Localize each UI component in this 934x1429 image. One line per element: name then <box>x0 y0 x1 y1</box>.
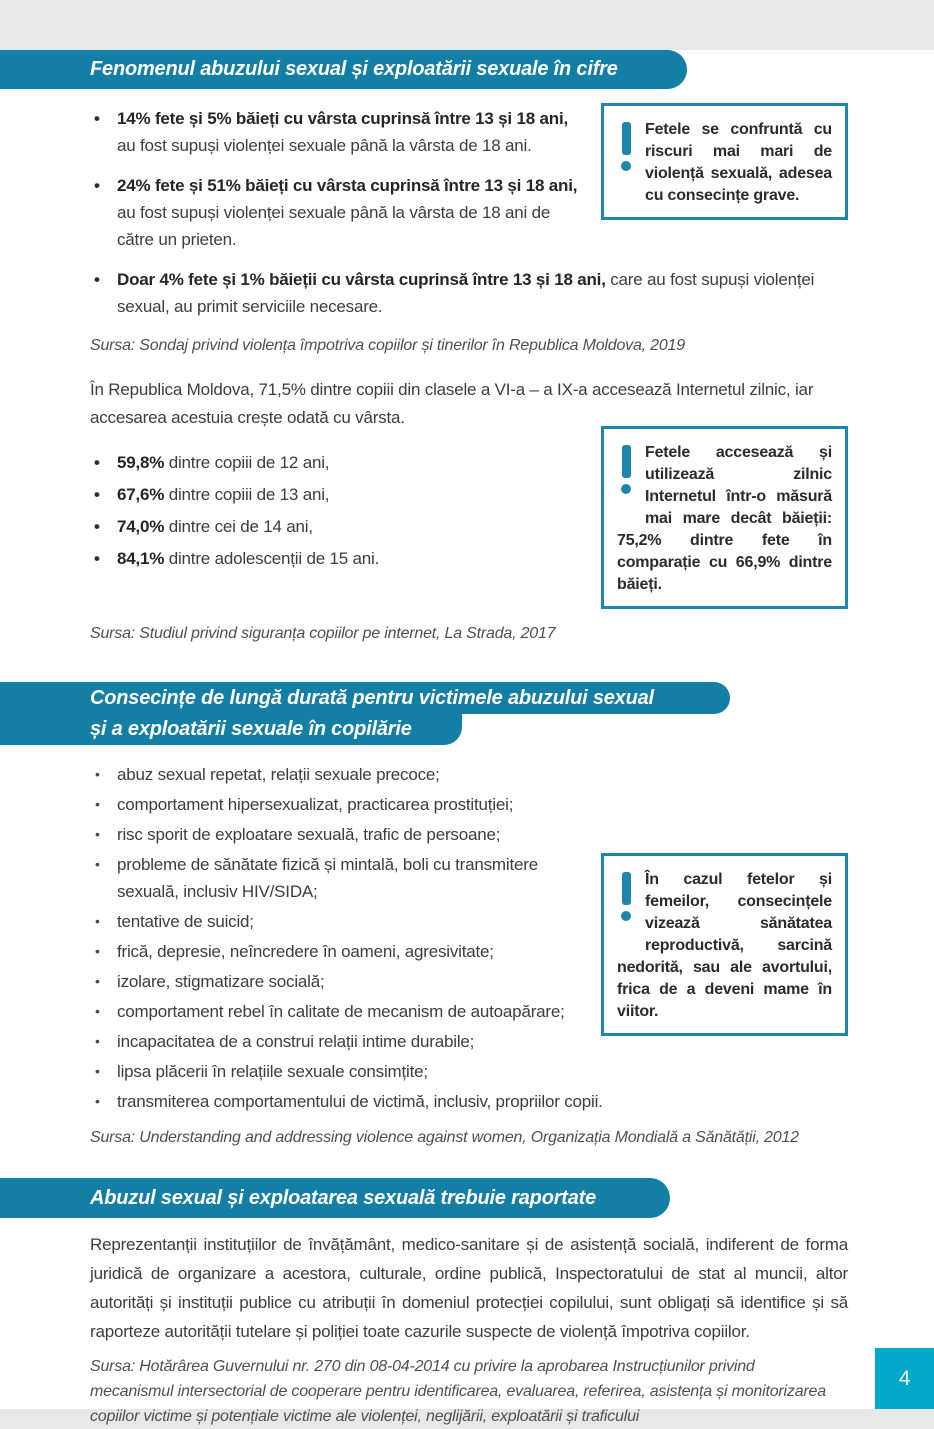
list-item: • tentative de suicid; <box>90 908 848 935</box>
content-column <box>0 89 934 646</box>
list-item: • 59,8% dintre copiii de 12 ani, <box>90 448 848 477</box>
list-item: • 74,0% dintre cei de 14 ani, <box>90 512 848 541</box>
page-number: 4 <box>898 1366 911 1390</box>
section-title-line2: și a exploatării sexuale în copilărie <box>90 718 412 740</box>
section-title-line1: Consecințe de lungă durată pentru victimele abuzului sexual <box>90 686 654 709</box>
list-item: • 24% fete și 51% băieți cu vârsta cuprinsă între 13 și 18 ani, au fost supuși violenței sexuale până la vârsta de 18 ani de către un prieten. <box>90 172 848 253</box>
list-item: • izolare, stigmatizare socială; <box>90 968 848 995</box>
body-paragraph: Reprezentanții instituțiilor de învățământ, medico-sanitare și de asistență socială, indiferent de forma juridică de organizare a acestora, culturale, ordine publică, Inspectoratului de stat al muncii, altor autorități și instituții publice cu atribuții în domeniul protecției copilului, sunt obligați să identifice și să raporteze autorității tutelare și poliției toate cazurile suspecte de violență împotriva copiilor. <box>90 1235 848 1341</box>
list-item: • abuz sexual repetat, relații sexuale precoce; <box>90 761 848 788</box>
section-header-consecinte <box>0 682 934 745</box>
source-line-2: Sursa: Studiul privind siguranța copiilor pe internet, La Strada, 2017 <box>90 625 556 642</box>
source-line-4: Sursa: Hotărârea Guvernului nr. 270 din 08-04-2014 cu privire la aprobarea Instrucțiunilor privind mecanismul intersectorial de cooperare pentru identificarea, evaluarea, referirea, asistența și monitorizarea copiilor victime și potențiale victime ale violenței, neglijării, exploatării și traficului <box>90 1358 826 1425</box>
section-title: Abuzul sexual și exploatarea sexuală trebuie raportate <box>90 1186 597 1209</box>
list-item: • lipsa plăcerii în relațiile sexuale consimțite; <box>90 1058 848 1085</box>
callout-text: Fetele accesează și utilizează zilnic Internetul într-o măsură mai mare decât băieții: 75,2% dintre fete în comparație cu 66,9% dintre băieți. <box>617 444 832 593</box>
content-column <box>0 745 934 1150</box>
list-item: • Doar 4% fete și 1% băieții cu vârsta cuprinsă între 13 și 18 ani, care au fost supuși violenței sexual, au primit serviciile necesare. <box>90 266 848 320</box>
document-page <box>0 50 934 1425</box>
callout-text: În cazul fetelor și femeilor, consecințele vizează sănătatea reproductivă, sarcină nedorită, sau ale avortului, frica de a deveni mame în viitor. <box>617 871 832 1020</box>
stats-bullet-list <box>90 105 848 320</box>
content-column <box>0 1218 934 1429</box>
list-item: • transmiterea comportamentului de victimă, inclusiv, propriilor copii. <box>90 1088 848 1115</box>
list-item: • 84,1% dintre adolescenții de 15 ani. <box>90 544 848 573</box>
list-item: • comportament hipersexualizat, practicarea prostituției; <box>90 791 848 818</box>
list-item: • incapacitatea de a construi relații intime durabile; <box>90 1028 848 1055</box>
section-header-cifre <box>0 50 687 89</box>
section-header-raportare <box>0 1178 670 1218</box>
callout-text: Fetele se confruntă cu riscuri mai mari de violență sexuală, adesea cu consecințe grave. <box>645 121 832 204</box>
list-item: • 67,6% dintre copiii de 13 ani, <box>90 480 848 509</box>
list-item: • probleme de sănătate fizică și mintală, boli cu transmitere sexuală, inclusiv HIV/SIDA; <box>90 851 848 905</box>
source-line-1: Sursa: Sondaj privind violența împotriva copiilor și tinerilor în Republica Moldova, 2019 <box>90 337 685 354</box>
list-item: • 14% fete și 5% băieți cu vârsta cuprinsă între 13 și 18 ani, au fost supuși violenței sexuale până la vârsta de 18 ani. <box>90 105 848 159</box>
section-consecinte <box>90 745 848 1150</box>
list-item: • risc sporit de exploatare sexuală, trafic de persoane; <box>90 821 848 848</box>
list-item: • frică, depresie, neîncredere în oameni, agresivitate; <box>90 938 848 965</box>
section-raportare <box>90 1218 848 1429</box>
consequences-list <box>90 761 848 1115</box>
source-line-3: Sursa: Understanding and addressing violence against women, Organizația Mondială a Sănătății, 2012 <box>90 1129 799 1146</box>
intro-paragraph: În Republica Moldova, 71,5% dintre copiii din clasele a VI-a – a IX-a accesează Internetul zilnic, iar accesarea acestuia crește odată cu vârsta. <box>90 380 814 427</box>
section-cifre <box>90 89 848 358</box>
section-title: Fenomenul abuzului sexual și exploatării sexuale în cifre <box>90 58 618 80</box>
internet-row <box>90 432 848 646</box>
list-item: • comportament rebel în calitate de mecanism de autoapărare; <box>90 998 848 1025</box>
page-number-badge <box>875 1348 934 1409</box>
section-internet <box>90 358 848 646</box>
